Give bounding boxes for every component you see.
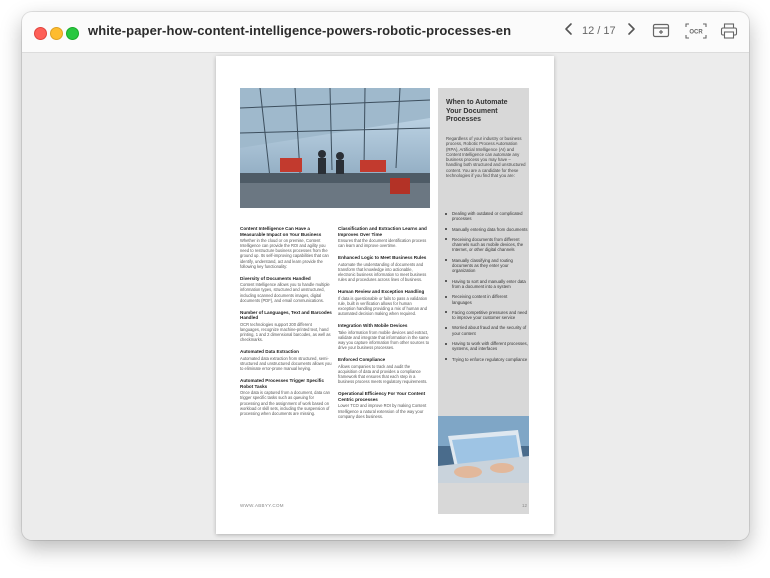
close-window-button[interactable] — [34, 27, 47, 40]
sidebar-intro: Regardless of your industry or business process, Robotic Process Automation (RPA), Artificial Intelligence (AI) and Content Intelligence can automate any business process you may have – handling both structured and unstructured content. You are a candidate for these technologies if you find that you are: — [446, 136, 526, 179]
print-icon[interactable] — [720, 23, 738, 39]
section-body: OCR technologies support 200 different languages, recognize machine-printed text, hand printing, 1 and 2 dimensional barcodes, as well as checkmarks. — [240, 321, 331, 343]
text-section — [338, 391, 430, 418]
section-body: Whether in the cloud or on premise, Content Intelligence can provide the ROI and agility you need to restructure business processes from the ground up. Its self-improving capabilities that can identify, understand, act and learn provide the following key functionality: — [240, 238, 329, 269]
zoom-window-button[interactable] — [66, 27, 79, 40]
section-heading: Operational Efficiency For Your Content Centric processes — [338, 391, 426, 402]
list-item: Trying to enforce regulatory compliance — [444, 357, 528, 362]
text-section — [240, 226, 332, 269]
document-viewer[interactable] — [22, 53, 749, 540]
ocr-icon[interactable] — [685, 23, 707, 39]
list-item: Manually entering data from documents — [444, 227, 528, 232]
text-section — [240, 276, 332, 303]
section-heading: Number of Languages, Text and Barcodes Handled — [240, 309, 332, 321]
list-item: Having to work with different processes, systems, and interfaces — [444, 341, 528, 352]
middle-text-column — [338, 226, 430, 426]
list-item: Dealing with outdated or complicated processes — [444, 211, 528, 222]
section-heading: Automated Data Extraction — [240, 349, 299, 355]
chevron-right-icon[interactable] — [622, 22, 640, 42]
section-heading: Classification and Extraction Learns and Improves Over Time — [338, 226, 427, 237]
section-heading: Human Review and Exception Handling — [338, 289, 425, 295]
section-heading: Automated Processes Trigger Specific Robot Tasks — [240, 378, 324, 389]
text-section — [240, 378, 332, 416]
section-heading: Enforced Compliance — [338, 357, 386, 363]
section-body: Content Intelligence allows you to handle multiple information types, structured and unstructured, including scanned documents images, digital documents (PDF), and email communications. — [240, 282, 330, 303]
automation-sidebar — [438, 88, 529, 514]
section-body: Automate the understanding of documents and transform that knowledge into actionable, electronic business information to meet business rules and procedures across lines of business. — [338, 261, 427, 283]
section-body: Take information from mobile devices and extract, validate and integrate that information in the same way you capture information from other sources to drive your business processes. — [338, 329, 430, 351]
document-page — [216, 56, 554, 534]
document-title: white-paper-how-content-intelligence-powers-robotic-processes-en — [88, 23, 512, 38]
page-footer-url: WWW.ABBYY.COM — [240, 503, 284, 508]
text-section — [338, 323, 430, 350]
section-body: Once data is captured from a document, data can trigger specific tasks such as queuing for processing and the assignment of work based on workload or skill sets, including the suspension of processing when documents are missing. — [240, 390, 330, 416]
text-section — [240, 349, 332, 371]
title-bar — [22, 12, 749, 53]
section-heading: Content Intelligence Can Have a Measurable Impact on Your Business — [240, 226, 322, 237]
section-heading: Integration With Mobile Devices — [338, 323, 408, 329]
section-body: Allows companies to track and audit the acquisition of data and provides a compliance framework that ensures that each step in a business process meets regulatory requirements. — [338, 363, 428, 385]
minimize-window-button[interactable] — [50, 27, 63, 40]
svg-text:OCR: OCR — [689, 29, 703, 36]
list-item: Having to sort and manually enter data from a document into a system — [444, 279, 528, 290]
section-body: If data is questionable or fails to pass a validation rule, built in verification allows for human exception handling providing a mix of human and automated decision making when required. — [338, 295, 428, 317]
section-body: Lower TCO and improve ROI by making Content Intelligence a natural extension of the way your company does business. — [338, 403, 427, 419]
text-section — [338, 289, 430, 316]
chevron-left-icon[interactable] — [560, 22, 578, 42]
section-body: Ensures that the document identification process can learn and improve overtime. — [338, 238, 427, 249]
list-item: Manually classifying and routing documents as they enter your organization — [444, 258, 528, 274]
section-heading: Enhanced Logic to Meet Business Rules — [338, 255, 427, 261]
text-section — [338, 255, 430, 282]
page-counter: 12 / 17 — [582, 25, 616, 37]
laptop-hands-photo — [438, 416, 529, 483]
page-number: 12 — [522, 503, 528, 508]
list-item: Facing competitive pressures and need to improve your customer service — [444, 310, 528, 321]
list-item: Receiving documents from different channels such as mobile devices, the Internet, or other digital channels — [444, 237, 528, 253]
text-section — [240, 310, 332, 343]
office-lobby-photo — [240, 88, 430, 208]
text-section — [338, 226, 430, 248]
list-item: Worried about fraud and the security of your content — [444, 325, 528, 336]
left-text-column — [240, 226, 332, 423]
text-section — [338, 357, 430, 384]
sidebar-bullet-list — [444, 211, 528, 367]
preview-window — [22, 12, 749, 540]
thumbnail-sidebar-icon[interactable] — [652, 23, 670, 39]
section-body: Automated data extraction from structured, semi-structured and unstructured documents allows you to eliminate error-prone manual keying. — [240, 355, 332, 372]
section-heading: Diversity of Documents Handled — [240, 275, 311, 281]
sidebar-title: When to Automate Your Document Processes — [446, 99, 508, 123]
list-item: Receiving content in different languages — [444, 294, 528, 305]
